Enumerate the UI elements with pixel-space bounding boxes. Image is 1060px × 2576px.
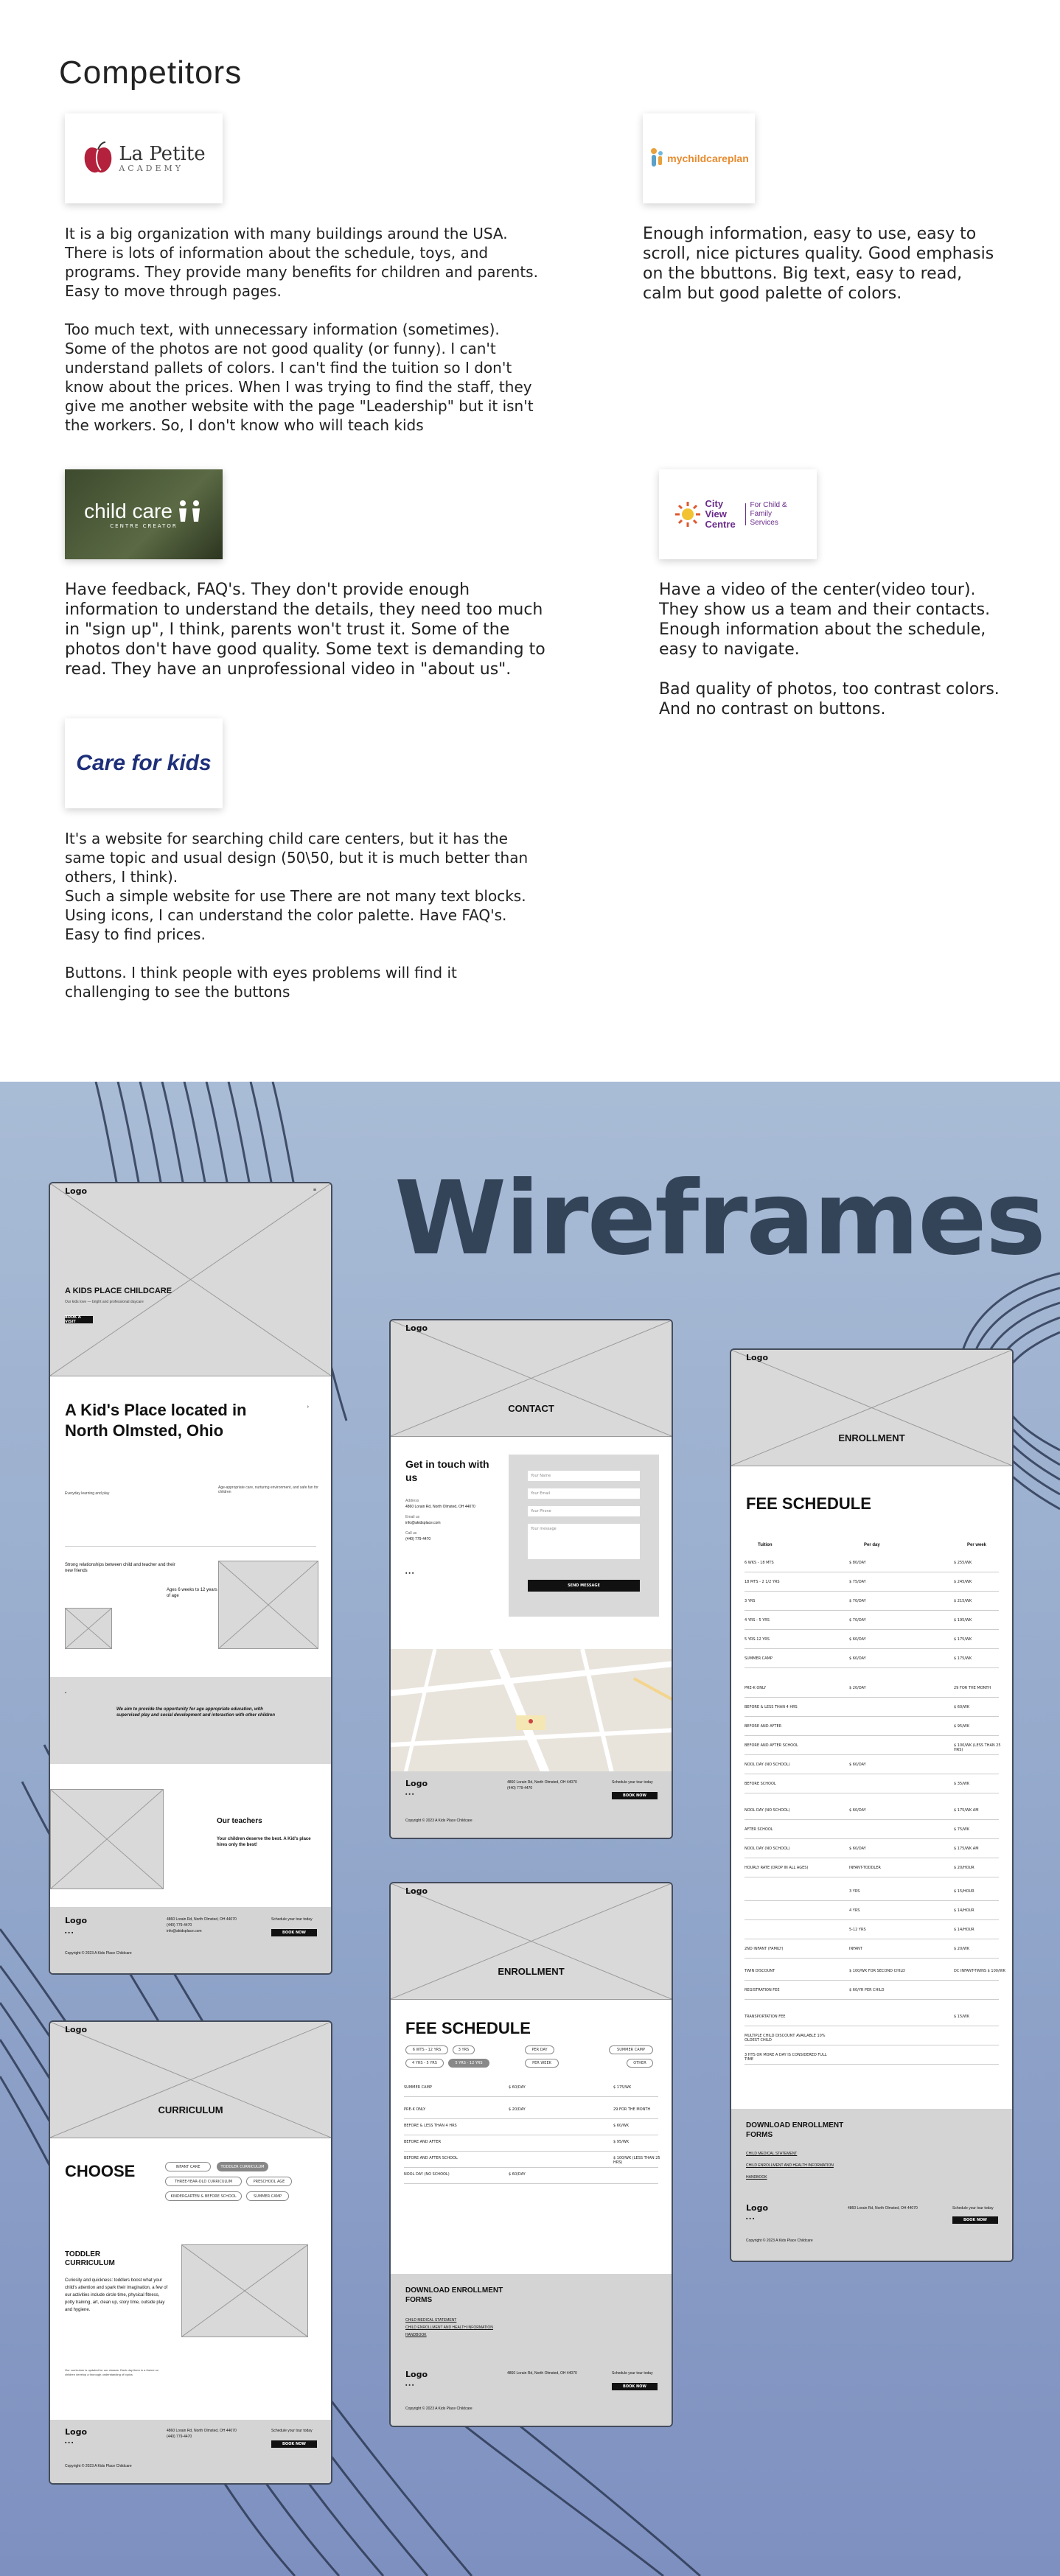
enrollment-small-fee-title: FEE SCHEDULE <box>405 2019 531 2037</box>
fee-row <box>745 2010 999 2026</box>
home-quote-block <box>50 1677 331 1764</box>
fee-cell: $ 20/DAY <box>509 2107 526 2112</box>
fee-cell: 3 HTS OR MORE A DAY IS CONSIDERED FULL TIME <box>745 2053 827 2062</box>
home-small-right: Age-appropriate care, nurturing environment, and safe fun for children <box>218 1485 318 1494</box>
home-footer <box>50 1907 331 1973</box>
contact-hero-title: CONTACT <box>508 1403 554 1414</box>
curriculum-wireframe <box>49 2020 332 2485</box>
fee-cell: $ 15/WK <box>954 2015 970 2019</box>
fee-cell: INFANT-TODDLER <box>849 1866 881 1870</box>
fee-row <box>745 1885 999 1901</box>
fee-cell: $ 60/DAY <box>849 1637 866 1642</box>
contact-wireframe <box>389 1319 673 1839</box>
home-feature-text: Strong relationships between child and teacher and their new friends <box>65 1563 175 1573</box>
fee-cell: $ 100/WK (LESS THAN 25 HRS) <box>613 2156 660 2165</box>
fee-cell: PRE-K ONLY <box>745 1686 767 1690</box>
enrollment-pill-3[interactable]: SUMMER CAMP <box>609 2045 653 2054</box>
enrollment-full-hero-placeholder <box>731 1350 1012 1466</box>
apple-icon <box>82 141 114 176</box>
fee-row <box>745 1720 999 1736</box>
city-view-description: Have a video of the center(video tour). They show us a team and their contacts. Enough information about the schedule, easy to navigate. Bad quality of photos, too contrast colors. And no contrast on buttons. <box>659 581 1000 718</box>
enrollment-full-social-icons[interactable]: ▪ ▪ ▪ <box>746 2216 755 2222</box>
mychildcareplan-description: Enough information, easy to use, easy to scroll, nice pictures quality. Good emphasis on the bbuttons. Big text, easy to read, calm but good palette of colors. <box>643 225 994 303</box>
fee-row <box>745 1777 999 1793</box>
fee-cell: NOOL DAY (NO SCHOOL) <box>404 2172 450 2177</box>
la-petite-sub: ACADEMY <box>119 163 184 173</box>
curriculum-copyright: Copyright © 2023 A Kids Place Childcare <box>65 2464 132 2468</box>
fee-cell: BEFORE AND AFTER <box>404 2140 442 2144</box>
curriculum-logo[interactable]: Logo <box>65 2025 87 2034</box>
enrollment-small-wireframe <box>389 1882 673 2427</box>
header-per-day: Per day <box>864 1543 880 1547</box>
pill-toddler[interactable]: TODDLER CURRICULUM <box>217 2162 268 2171</box>
home-footer-mail: info@akidsplace.com <box>167 1929 202 1933</box>
fee-row <box>745 2048 999 2065</box>
fee-row <box>745 1964 1005 1981</box>
enrollment-pill-7[interactable]: OTHER <box>627 2059 653 2068</box>
fee-cell: PRE-K ONLY <box>404 2107 426 2112</box>
enrollment-small-footer-button[interactable]: BOOK NOW <box>612 2383 658 2390</box>
home-footer-phone: (440) 779-4470 <box>167 1923 192 1928</box>
header-per-week: Per week <box>967 1543 987 1547</box>
curriculum-hero-placeholder <box>50 2022 331 2138</box>
care-for-kids-description: It's a website for searching child care centers, but it has the same topic and usual design (50\50, but it is much better than others, I think). Such a simple website for use There are not many text blocks. Using icons, I can understand the color palette. Have FAQ's. Easy to find prices. Buttons. I think people with eyes problems will find it challenging to see the buttons <box>65 830 529 1001</box>
fee-cell: BEFORE SCHOOL <box>745 1782 776 1786</box>
fee-row <box>404 2168 658 2184</box>
fee-row <box>745 1633 999 1649</box>
la-petite-logo <box>65 113 223 203</box>
curriculum-section-title: TODDLER CURRICULUM <box>65 2250 115 2267</box>
enrollment-full-download <box>731 2109 1012 2261</box>
pill-infant[interactable]: INFANT CARE <box>165 2162 211 2171</box>
la-petite-description: It is a big organization with many buildings around the USA. There is lots of information about the schedule, toys, and programs. They provide many benefits for children and parents. Easy to move through pages. Too much text, with unnecessary information (sometimes). Some of the photos are not good quality (or funny). I can't understand pallets of colors. I can't find the tuition so I don't know about the prices. When I was trying to find the staff, they give me another website with the page "Leadership" but it isn't the workers. So, I don't know who will teach kids <box>65 225 538 434</box>
fee-cell: $ 14/HOUR <box>954 1908 974 1913</box>
fee-row <box>745 1904 999 1920</box>
fee-cell: 4 YRS - 5 YRS <box>745 1618 770 1623</box>
home-teachers-text: Your children deserve the best. A Kid's place hires only the best! <box>217 1837 311 1847</box>
home-footer-addr: 4860 Lorain Rd, North Olmsted, OH 44070 <box>167 1917 237 1922</box>
home-menu-icon[interactable]: ≡ <box>313 1188 316 1193</box>
home-arrow-icon: › <box>307 1404 309 1410</box>
enrollment-pill-0[interactable]: 6 WTS - 12 YRS <box>405 2045 448 2054</box>
child-care-wordmark: child care <box>84 500 172 522</box>
fee-cell: $ 245/WK <box>954 1580 972 1584</box>
fee-row <box>745 1595 999 1611</box>
enrollment-pill-1[interactable]: 3 YRS <box>453 2045 475 2054</box>
enrollment-small-social-icons[interactable]: ▪ ▪ ▪ <box>405 2383 414 2388</box>
fee-cell: $ 75/DAY <box>849 1580 866 1584</box>
fee-cell: SUMMER CAMP <box>745 1656 773 1661</box>
fee-cell: 29 FOR THE MONTH <box>954 1686 991 1690</box>
fee-cell: $ 60/YR PER CHILD <box>849 1988 885 1992</box>
home-footer-sched: Schedule your tour today <box>271 1917 313 1922</box>
quote-mark-icon: “ <box>65 1692 67 1697</box>
curriculum-social-icons[interactable]: ▪ ▪ ▪ <box>65 2440 74 2446</box>
home-teachers-title: Our teachers <box>217 1817 262 1825</box>
home-footer-logo[interactable]: Logo <box>65 1916 87 1925</box>
fee-cell: $ 14/HOUR <box>954 1928 974 1932</box>
fee-cell: 5-12 YRS <box>849 1928 866 1932</box>
fee-cell: 4 YRS <box>849 1908 860 1913</box>
contact-call-label: Call us <box>405 1531 417 1536</box>
contact-phone-input[interactable]: Your Phone <box>528 1506 640 1516</box>
home-quote: We aim to provide the opportunity for age appropriate education, with supervised play and social development and interaction with other children <box>116 1707 276 1718</box>
competitors-title: Competitors <box>59 55 243 91</box>
fee-cell: MULTIPLE CHILD DISCOUNT AVAILABLE 10% OLDEST CHILD <box>745 2034 826 2043</box>
fee-cell: NOOL DAY (NO SCHOOL) <box>745 1808 790 1813</box>
home-small-image-placeholder <box>65 1608 112 1649</box>
fee-cell: SUMMER CAMP <box>404 2085 432 2090</box>
enrollment-small-download-title: DOWNLOAD ENROLLMENT FORMS <box>405 2286 503 2304</box>
enrollment-small-link-1[interactable]: CHILD ENROLLMENT AND HEALTH INFORMATION <box>405 2325 493 2330</box>
fee-row <box>745 1681 999 1698</box>
fee-cell: $ 175/WK <box>954 1637 972 1642</box>
fee-cell: BEFORE AND AFTER SCHOOL <box>745 1743 798 1748</box>
fee-cell: HOURLY RATE (DROP IN ALL AGES) <box>745 1866 809 1870</box>
fee-cell: BEFORE & LESS THAN 4 HRS <box>745 1705 798 1709</box>
fee-cell: $ 60/DAY <box>849 1763 866 1767</box>
contact-footer-addr: 4860 Lorain Rd, North Olmsted, OH 44070 <box>507 1780 577 1785</box>
fee-cell: BEFORE AND AFTER <box>745 1724 782 1729</box>
fee-row <box>404 2081 658 2097</box>
home-image-placeholder <box>218 1561 318 1649</box>
fee-row <box>745 1614 999 1630</box>
family-icon <box>649 147 665 169</box>
enrollment-full-link-0[interactable]: CHILD MEDICAL STATEMENT <box>746 2152 798 2156</box>
fee-cell: NOOL DAY (NO SCHOOL) <box>745 1763 790 1767</box>
pill-kindergarten[interactable]: KINDERGARTEN & BEFORE SCHOOL <box>165 2191 242 2201</box>
fee-cell: TWIN DISCOUNT <box>745 1969 775 1973</box>
enrollment-full-link-2[interactable]: HANDBOOK <box>746 2175 767 2180</box>
fee-row <box>404 2103 658 2119</box>
fee-cell: $ 80/DAY <box>849 1561 866 1565</box>
child-care-description: Have feedback, FAQ's. They don't provide enough information to understand the details, they need too much in "sign up", I think, parents won't trust it. Some of the photos don't have good quality. Some text is demanding to read. They have an unprofessional video in "about us". <box>65 581 545 679</box>
curriculum-footer-logo[interactable]: Logo <box>65 2427 87 2437</box>
fee-row <box>745 1804 999 1820</box>
fee-cell: $ 100/WK (LESS THAN 25 HRS) <box>954 1743 1001 1752</box>
pill-three-year[interactable]: THREE-YEAR-OLD CURRICULUM <box>165 2177 242 2186</box>
fee-row <box>745 2029 999 2045</box>
home-hero-sub: Our kids love — bright and professional daycare <box>65 1300 144 1304</box>
fee-cell: $ 175/WK AM <box>954 1847 979 1851</box>
contact-footer-logo[interactable]: Logo <box>405 1779 428 1788</box>
contact-address-label: Address <box>405 1499 419 1503</box>
enrollment-small-link-0[interactable]: CHILD MEDICAL STATEMENT <box>405 2318 457 2323</box>
fee-row <box>745 1842 999 1858</box>
fee-cell: $ 15/HOUR <box>954 1889 974 1894</box>
fee-cell: REGISTRATION FEE <box>745 1988 780 1992</box>
home-hero-title: A KIDS PLACE CHILDCARE <box>65 1287 172 1295</box>
fee-cell: BEFORE & LESS THAN 4 HRS <box>404 2124 457 2128</box>
enrollment-small-footer-logo[interactable]: Logo <box>405 2370 428 2379</box>
fee-cell: 3 YRS <box>849 1889 860 1894</box>
pill-summer[interactable]: SUMMER CAMP <box>246 2191 289 2201</box>
contact-email-input[interactable]: Your Email <box>528 1488 640 1499</box>
fee-cell: $ 60/DAY <box>509 2172 526 2177</box>
fee-row <box>745 1652 999 1668</box>
fee-row <box>745 1923 999 1939</box>
fee-row <box>745 1575 999 1592</box>
contact-footer-button[interactable]: BOOK NOW <box>612 1792 658 1799</box>
fee-cell: $ 20/WK <box>954 1947 970 1951</box>
mychildcareplan-logo <box>643 113 755 203</box>
home-divider <box>65 1546 316 1547</box>
enrollment-small-footer-sched: Schedule your tour today <box>612 2371 653 2376</box>
contact-footer <box>391 1771 672 1838</box>
enrollment-full-footer-logo[interactable]: Logo <box>746 2203 768 2213</box>
fee-cell: $ 95/WK <box>954 1724 970 1729</box>
home-headline: A Kid's Place located in North Olmsted, Ohio <box>65 1401 247 1440</box>
fee-cell: $ 100/WK FOR SECOND CHILD <box>849 1969 905 1973</box>
fee-cell: $ 60/WK <box>954 1705 970 1709</box>
fee-row <box>745 1984 999 2000</box>
fee-cell: 5 YRS-12 YRS <box>745 1637 770 1642</box>
fee-cell: $ 70/DAY <box>849 1599 866 1603</box>
child-care-sub: CENTRE CREATOR <box>110 523 178 529</box>
fee-cell: $ 60/DAY <box>849 1847 866 1851</box>
curriculum-footer <box>50 2420 331 2483</box>
mychildcareplan-wordmark: mychildcareplan <box>667 153 749 164</box>
curriculum-note: Our curriculum is updated for our classes. Each day there is a theme so children develop a thorough understanding of topics <box>65 2368 158 2376</box>
care-for-kids-logo <box>65 718 223 808</box>
enrollment-pill-5[interactable]: 5 YRS - 12 YRS <box>448 2059 489 2068</box>
enrollment-pill-6[interactable]: PER WEEK <box>525 2059 559 2068</box>
enrollment-full-copyright: Copyright © 2023 A Kids Place Childcare <box>746 2239 813 2243</box>
fee-cell: $ 175/WK AM <box>954 1808 979 1813</box>
home-small-left: Everyday learning and play <box>65 1491 110 1496</box>
home-copyright: Copyright © 2023 A Kids Place Childcare <box>65 1951 132 1956</box>
enrollment-pill-4[interactable]: 4 YRS - 5 YRS <box>405 2059 444 2068</box>
fee-cell: $ 60/DAY <box>509 2085 526 2090</box>
contact-email[interactable]: info@akidsplace.com <box>405 1521 441 1525</box>
la-petite-wordmark: La Petite <box>119 142 206 165</box>
curriculum-image-placeholder <box>181 2244 308 2337</box>
fee-row <box>404 2135 658 2152</box>
contact-hero-placeholder <box>391 1320 672 1437</box>
fee-row <box>745 1942 999 1959</box>
contact-map[interactable] <box>391 1649 672 1773</box>
fee-cell: $ 35/WK <box>954 1782 970 1786</box>
fee-row <box>404 2119 658 2135</box>
city-view-sub: For Child & Family Services <box>750 501 787 527</box>
contact-send-button[interactable]: SEND MESSAGE <box>528 1580 640 1592</box>
home-hero-button[interactable]: BOOK A VISIT <box>65 1316 93 1323</box>
enrollment-small-link-2[interactable]: HANDBOOK <box>405 2333 427 2337</box>
enrollment-full-footer-button[interactable]: BOOK NOW <box>952 2216 998 2224</box>
fee-cell: 18 MTS - 2 1/2 YRS <box>745 1580 780 1584</box>
enrollment-full-footer-addr: 4860 Lorain Rd, North Olmsted, OH 44070 <box>848 2206 918 2211</box>
fee-row <box>404 2152 658 2168</box>
fee-row <box>745 1701 999 1717</box>
fee-cell: 2ND INFANT (FAMILY) <box>745 1947 784 1951</box>
contact-form <box>509 1455 659 1617</box>
fee-row <box>745 1758 999 1774</box>
contact-address: 4860 Lorain Rd, North Olmsted, OH 44070 <box>405 1505 475 1509</box>
care-for-kids-wordmark: Care for kids <box>76 751 212 775</box>
fee-cell: TRANSPORTATION FEE <box>745 2015 786 2019</box>
fee-cell: $ 255/WK <box>954 1561 972 1565</box>
enrollment-full-wireframe <box>730 1348 1014 2262</box>
home-logo[interactable]: Logo <box>65 1186 87 1196</box>
social-icons[interactable]: ▪ ▪ ▪ <box>65 1931 74 1936</box>
curriculum-footer-sched: Schedule your tour today <box>271 2429 313 2433</box>
contact-footer-phone: (440) 779-4470 <box>507 1786 533 1791</box>
home-teachers-image-placeholder <box>50 1789 164 1889</box>
fee-cell: $ 215/WK <box>954 1599 972 1603</box>
children-icon <box>177 500 203 523</box>
fee-row <box>745 1823 999 1839</box>
enrollment-small-footer-addr: 4860 Lorain Rd, North Olmsted, OH 44070 <box>507 2371 577 2376</box>
contact-social-icons[interactable]: ▪ ▪ ▪ <box>405 1571 414 1576</box>
fee-cell: $ 75/WK <box>954 1827 970 1832</box>
enrollment-small-download <box>391 2274 672 2426</box>
fee-cell: $ 175/WK <box>954 1656 972 1661</box>
contact-copyright: Copyright © 2023 A Kids Place Childcare <box>405 1819 473 1823</box>
enrollment-pill-2[interactable]: PER DAY <box>525 2045 554 2054</box>
competitors-section <box>0 0 1060 1082</box>
curriculum-footer-phone: (440) 779-4470 <box>167 2435 192 2439</box>
curriculum-footer-addr: 4860 Lorain Rd, North Olmsted, OH 44070 <box>167 2429 237 2433</box>
contact-get-title: Get in touch with us <box>405 1458 489 1483</box>
child-care-logo <box>65 469 223 559</box>
home-ages-text: Ages 6 weeks to 12 years of age <box>167 1588 217 1598</box>
enrollment-full-download-title: DOWNLOAD ENROLLMENT FORMS <box>746 2121 844 2139</box>
enrollment-full-logo[interactable]: Logo <box>746 1353 768 1362</box>
fee-row <box>745 1556 999 1572</box>
contact-message-input[interactable]: Your message <box>528 1524 640 1559</box>
fee-cell: $ 60/DAY <box>849 1656 866 1661</box>
curriculum-hero-title: CURRICULUM <box>158 2104 223 2115</box>
contact-footer-social-icons[interactable]: ▪ ▪ ▪ <box>405 1792 414 1797</box>
fee-cell: $ 175/WK <box>613 2085 632 2090</box>
fee-cell: $ 70/DAY <box>849 1618 866 1623</box>
fee-cell: INFANT <box>849 1947 862 1951</box>
home-footer-button[interactable]: BOOK NOW <box>271 1929 317 1936</box>
contact-logo[interactable]: Logo <box>405 1323 428 1333</box>
fee-cell: 29 FOR THE MONTH <box>613 2107 651 2112</box>
wireframes-title: Wireframes <box>394 1159 1045 1278</box>
fee-cell: BEFORE AND AFTER SCHOOL <box>404 2156 458 2160</box>
fee-cell: $ 95/WK <box>613 2140 630 2144</box>
contact-name-input[interactable]: Your Name <box>528 1471 640 1481</box>
home-hero-placeholder <box>50 1183 331 1376</box>
wireframes-section <box>0 1082 1060 2576</box>
sun-icon <box>674 501 701 528</box>
fee-cell: NOOL DAY (NO SCHOOL) <box>745 1847 790 1851</box>
fee-cell: $ 20/HOUR <box>954 1866 974 1870</box>
header-tuition: Tuition <box>758 1543 773 1547</box>
city-view-logo <box>659 469 817 559</box>
enrollment-full-link-1[interactable]: CHILD ENROLLMENT AND HEALTH INFORMATION <box>746 2163 834 2168</box>
fee-cell: 3 YRS <box>745 1599 756 1603</box>
enrollment-small-hero-placeholder <box>391 1883 672 2000</box>
enrollment-full-hero-title: ENROLLMENT <box>838 1432 905 1443</box>
contact-footer-sched: Schedule your tour today <box>612 1780 653 1785</box>
curriculum-section-text: Curiosity and quickness: toddlers boost what your child's attention and spark their imagination, a few of our activities include circle time, physical fitness, potty training, art, clean up, story time, outside play and hygiene. <box>65 2278 168 2312</box>
fee-cell: 6 WKS - 18 MTS <box>745 1561 774 1565</box>
enrollment-small-logo[interactable]: Logo <box>405 1886 428 1896</box>
fee-row <box>745 1739 999 1755</box>
curriculum-footer-button[interactable]: BOOK NOW <box>271 2440 317 2448</box>
contact-email-label: Email us <box>405 1515 420 1519</box>
fee-cell: $ 20/DAY <box>849 1686 866 1690</box>
fee-cell: DC INFANT-TWINS $ 100/WK <box>954 1969 1005 1973</box>
fee-cell: AFTER SCHOOL <box>745 1827 773 1832</box>
fee-cell: $ 60/WK <box>613 2124 630 2128</box>
enrollment-full-footer-sched: Schedule your tour today <box>952 2206 994 2211</box>
enrollment-full-fee-title: FEE SCHEDULE <box>746 1494 871 1513</box>
pill-preschool[interactable]: PRESCHOOL AGE <box>246 2177 292 2186</box>
curriculum-choose: CHOOSE <box>65 2162 136 2180</box>
contact-phone[interactable]: (440) 779-4470 <box>405 1537 431 1541</box>
fee-cell: $ 60/DAY <box>849 1808 866 1813</box>
fee-row <box>745 1861 999 1877</box>
home-wireframe <box>49 1182 332 1975</box>
fee-cell: $ 195/WK <box>954 1618 972 1623</box>
city-view-wordmark: City View Centre <box>705 498 736 530</box>
enrollment-small-hero-title: ENROLLMENT <box>498 1966 565 1977</box>
enrollment-small-copyright: Copyright © 2023 A Kids Place Childcare <box>405 2407 473 2411</box>
